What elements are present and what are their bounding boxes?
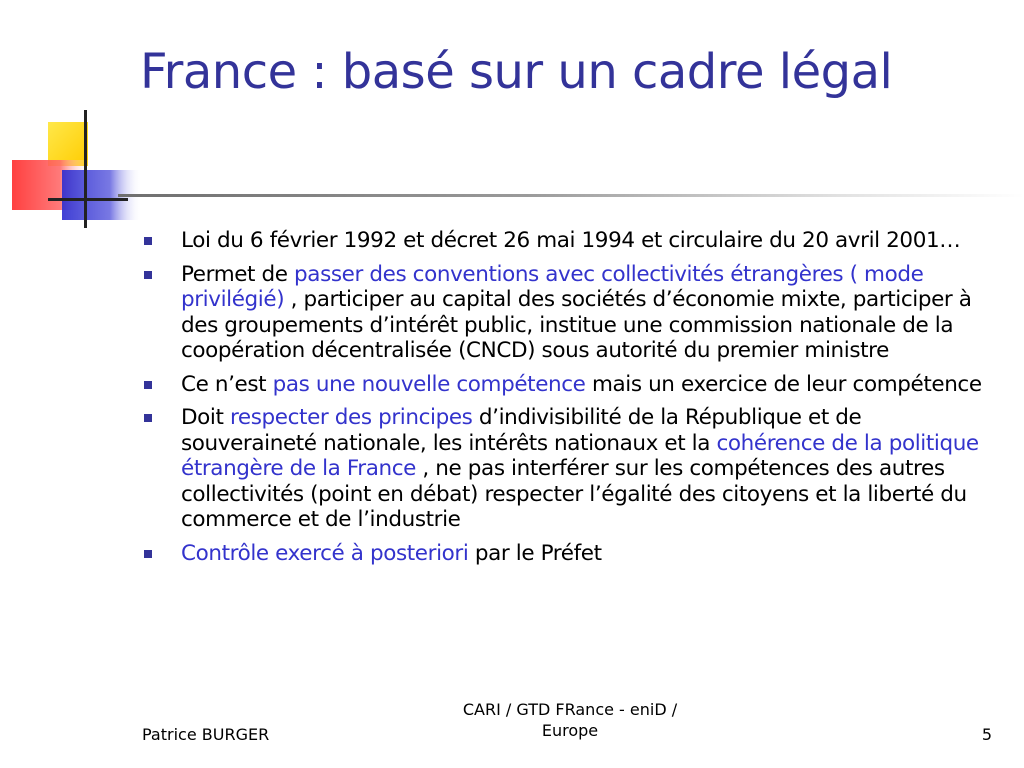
slide-title: France : basé sur un cadre légal [140, 44, 893, 100]
bullet-text-segment: , participer au capital des sociétés d’économie mixte, participer à des groupements d’intérêt public, institue une commission nationale de la coopération décentralisée (CNCD) sous autorité du premier ministre [181, 287, 972, 363]
bullet-square-icon [144, 271, 152, 279]
bullet-text-segment: Loi du 6 février 1992 et décret 26 mai 1994 et circulaire du 20 avril 2001… [181, 228, 961, 253]
footer-center-line: Europe [541, 721, 599, 740]
bullet-square-icon [144, 381, 152, 389]
bullet-text-segment: mais un exercice de leur compétence [585, 371, 982, 397]
title-underline-rule [118, 194, 1024, 197]
bullet-highlight-segment: respecter des principes [229, 405, 473, 430]
deco-vertical-line [84, 110, 87, 228]
bullet-text [181, 541, 602, 566]
deco-horizontal-line [48, 198, 128, 201]
bullet-highlight-segment: cohérence de la politique étrangère de la France [181, 430, 979, 481]
footer-center-text [420, 699, 720, 741]
bullet-square-icon [144, 237, 152, 245]
page-number: 5 [981, 725, 992, 744]
bullet-text [181, 372, 982, 397]
bullet-highlight-segment: Contrôle exercé à posteriori [181, 540, 469, 566]
bullet-text-segment: d’indivisibilité de la République et de souveraineté nationale, les intérêts nationaux et la [181, 405, 862, 456]
bullet-highlight-segment: passer des conventions avec collectivités étrangères ( mode privilégié) [181, 261, 924, 312]
decorative-squares-graphic [0, 100, 150, 240]
footer-center-line: CARI / GTD FRance - eniD / [462, 700, 678, 719]
bullet-item [142, 228, 992, 254]
bullet-square-icon [144, 414, 152, 422]
bullet-text-segment: Permet de [181, 261, 295, 287]
bullet-text-segment: Ce n’est [181, 371, 273, 397]
bullet-item [142, 405, 992, 533]
bullet-text-segment: par le Préfet [468, 540, 602, 566]
footer-author: Patrice BURGER [142, 725, 270, 744]
deco-yellow-square [48, 122, 88, 166]
bullet-text [181, 228, 960, 253]
bullet-item [142, 262, 992, 364]
bullet-text [181, 405, 979, 532]
bullet-item [142, 372, 992, 398]
bullet-text-segment: Doit [181, 405, 230, 430]
bullet-item [142, 541, 992, 567]
bullet-highlight-segment: pas une nouvelle compétence [272, 371, 586, 397]
bullet-square-icon [144, 550, 152, 558]
bullet-text [181, 262, 972, 364]
bullet-text-segment: , ne pas interférer sur les compétences des autres collectivités (point en débat) respecter l’égalité des citoyens et la liberté du commerce et de l’industrie [181, 456, 967, 532]
bullet-list [142, 228, 992, 574]
